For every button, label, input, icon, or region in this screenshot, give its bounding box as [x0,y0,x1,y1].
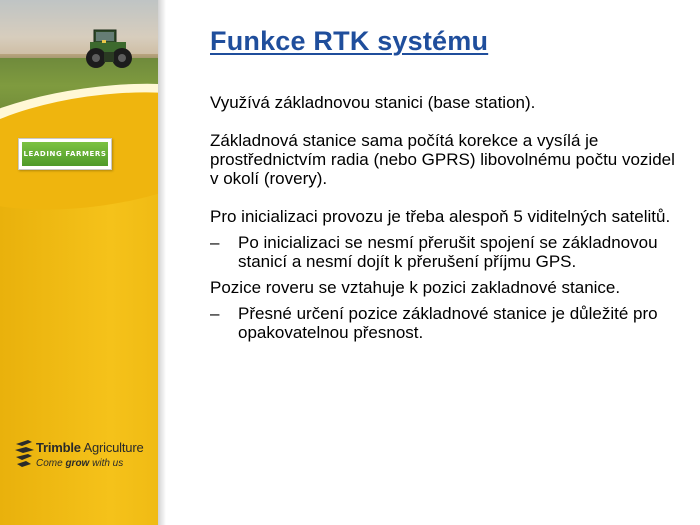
sub-item-1-text: Po inicializaci se nesmí přerušit spojení se základnovou stanicí a nesmí dojít k přerušení příjmu GPS. [238,233,658,271]
brand-name: Trimble Agriculture [36,440,144,455]
slide-title: Funkce RTK systému [210,26,489,56]
sub-item-2-text: Přesné určení pozice základnové stanice je důležité pro opakovatelnou přesnost. [238,304,658,342]
sidebar-panel [0,0,158,525]
badge-label: LEADING FARMERS [22,142,108,166]
slide-content [210,93,680,342]
sidebar-shadow [158,0,166,525]
paragraph-4: Pozice roveru se vztahuje k pozici zakladnové stanice. [210,278,621,297]
paragraph-3: Pro inicializaci provozu je třeba alespoň 5 viditelných satelitů. [210,207,671,226]
leading-farmers-badge [18,138,112,170]
paragraph-1: Využívá základnovou stanici (base station). [210,93,536,112]
dash-bullet: – [210,304,220,323]
paragraph-2: Základnová stanice sama počítá korekce a vysílá je prostřednictvím radia (nebo GPRS) libovolnému počtu vozidel v okolí (rovery). [210,131,675,188]
tractor-icon [84,28,136,70]
sub-item-1 [210,233,680,271]
dash-bullet: – [210,233,220,252]
brand-tagline: Come grow with us [36,458,124,469]
trimble-agriculture-logo [12,438,152,478]
sub-item-2 [210,304,680,342]
trimble-logo-icon [14,438,36,472]
